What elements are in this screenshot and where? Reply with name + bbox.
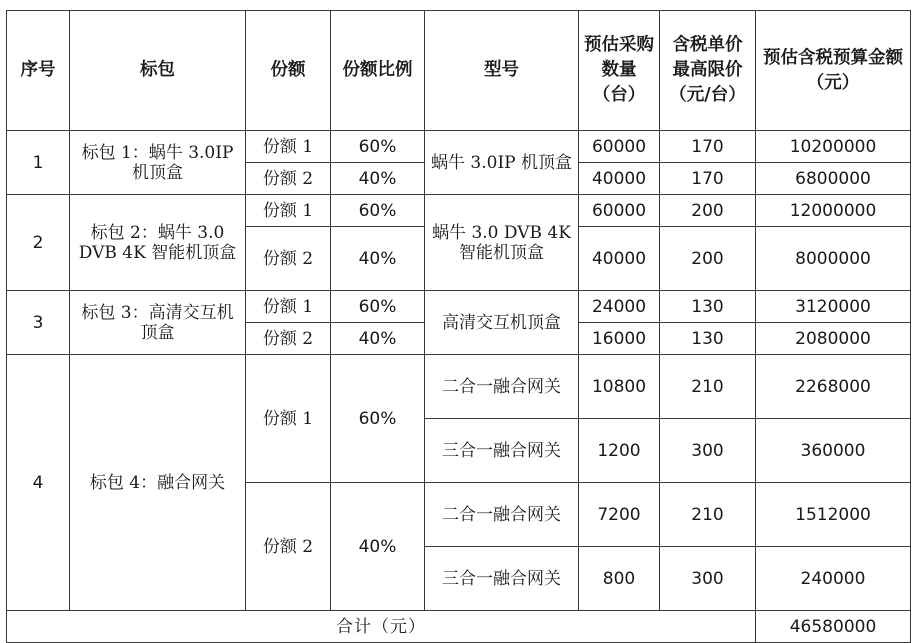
package-cell: 标包 3：高清交互机顶盒 (70, 291, 246, 355)
model-cell: 蜗牛 3.0IP 机顶盒 (425, 131, 579, 195)
package-cell: 标包 2：蜗牛 3.0 DVB 4K 智能机顶盒 (70, 195, 246, 291)
price-cell: 130 (660, 323, 756, 355)
share-cell: 份额 2 (246, 323, 331, 355)
qty-cell: 24000 (579, 291, 660, 323)
price-cell: 170 (660, 163, 756, 195)
package-cell: 标包 1：蜗牛 3.0IP 机顶盒 (70, 131, 246, 195)
amount-cell: 360000 (756, 419, 911, 483)
qty-cell: 1200 (579, 419, 660, 483)
qty-cell: 800 (579, 547, 660, 611)
qty-cell: 60000 (579, 131, 660, 163)
ratio-cell: 40% (331, 163, 425, 195)
seq-cell: 1 (7, 131, 70, 195)
header-share-ratio: 份额比例 (331, 11, 425, 131)
table-row (7, 195, 911, 227)
model-cell: 三合一融合网关 (425, 547, 579, 611)
amount-cell: 1512000 (756, 483, 911, 547)
seq-cell: 4 (7, 355, 70, 611)
price-cell: 130 (660, 291, 756, 323)
model-cell: 蜗牛 3.0 DVB 4K 智能机顶盒 (425, 195, 579, 291)
price-cell: 200 (660, 195, 756, 227)
qty-cell: 40000 (579, 163, 660, 195)
price-cell: 200 (660, 227, 756, 291)
header-share: 份额 (246, 11, 331, 131)
table-row (7, 131, 911, 163)
price-cell: 300 (660, 419, 756, 483)
amount-cell: 10200000 (756, 131, 911, 163)
share-cell: 份额 1 (246, 355, 331, 483)
table-row (7, 291, 911, 323)
package-cell: 标包 4：融合网关 (70, 355, 246, 611)
qty-cell: 10800 (579, 355, 660, 419)
amount-cell: 240000 (756, 547, 911, 611)
qty-cell: 16000 (579, 323, 660, 355)
price-cell: 300 (660, 547, 756, 611)
amount-cell: 3120000 (756, 291, 911, 323)
model-cell: 三合一融合网关 (425, 419, 579, 483)
budget-table (6, 10, 911, 643)
ratio-cell: 60% (331, 131, 425, 163)
total-row (7, 611, 911, 643)
share-cell: 份额 2 (246, 163, 331, 195)
share-cell: 份额 1 (246, 291, 331, 323)
model-cell: 二合一融合网关 (425, 483, 579, 547)
amount-cell: 6800000 (756, 163, 911, 195)
share-cell: 份额 2 (246, 483, 331, 611)
header-row (7, 11, 911, 131)
amount-cell: 12000000 (756, 195, 911, 227)
header-budget: 预估含税预算金额（元） (756, 11, 911, 131)
share-cell: 份额 1 (246, 195, 331, 227)
share-cell: 份额 1 (246, 131, 331, 163)
table-row (7, 355, 911, 419)
price-cell: 170 (660, 131, 756, 163)
seq-cell: 2 (7, 195, 70, 291)
model-cell: 二合一融合网关 (425, 355, 579, 419)
seq-cell: 3 (7, 291, 70, 355)
header-qty: 预估采购数量（台） (579, 11, 660, 131)
qty-cell: 40000 (579, 227, 660, 291)
amount-cell: 8000000 (756, 227, 911, 291)
model-cell: 高清交互机顶盒 (425, 291, 579, 355)
ratio-cell: 60% (331, 291, 425, 323)
ratio-cell: 40% (331, 323, 425, 355)
header-unit-price: 含税单价最高限价（元/台） (660, 11, 756, 131)
total-label: 合计（元） (7, 611, 756, 643)
amount-cell: 2080000 (756, 323, 911, 355)
share-cell: 份额 2 (246, 227, 331, 291)
qty-cell: 7200 (579, 483, 660, 547)
qty-cell: 60000 (579, 195, 660, 227)
ratio-cell: 40% (331, 227, 425, 291)
header-package: 标包 (70, 11, 246, 131)
header-seq: 序号 (7, 11, 70, 131)
ratio-cell: 60% (331, 195, 425, 227)
ratio-cell: 40% (331, 483, 425, 611)
header-model: 型号 (425, 11, 579, 131)
amount-cell: 2268000 (756, 355, 911, 419)
price-cell: 210 (660, 355, 756, 419)
ratio-cell: 60% (331, 355, 425, 483)
price-cell: 210 (660, 483, 756, 547)
total-amount: 46580000 (756, 611, 911, 643)
